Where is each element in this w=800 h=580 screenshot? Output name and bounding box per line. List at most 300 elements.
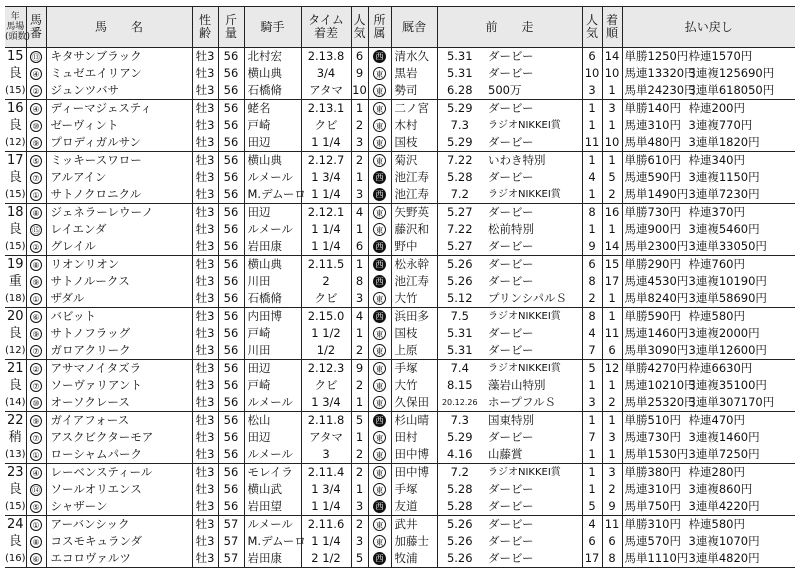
popularity-cell: 2 [351,464,368,482]
popularity-cell: 2 [351,152,368,170]
track-condition-cell: 良 [8,118,22,133]
payout-cell [622,152,795,170]
stable-cell: 松永幹 [391,256,437,274]
previous-finish-cell: 16 [602,204,622,222]
payout-secondary: 3連複10190円 [688,274,767,288]
weight-cell: 56 [218,481,244,498]
year-cell: 20 [5,308,26,326]
affiliation-cell [368,412,391,430]
payout-cell [622,412,795,430]
affiliation-cell [368,377,391,394]
payout-primary: 馬連900円 [624,222,681,236]
jockey-cell: M.デムーロ [244,533,301,550]
year-cell: 22 [5,412,26,430]
time-margin-cell: 1 1/4 [301,134,351,152]
track-condition-cell: 良 [8,482,22,497]
previous-finish-cell: 1 [602,82,622,100]
previous-popularity-cell: 1 [582,412,602,430]
popularity-cell: 10 [351,82,368,100]
horse-name-cell: アスクビクターモア [46,429,192,446]
sex-age-cell: 牡3 [192,82,218,100]
table-row [5,394,795,412]
time-margin-cell: 2.13.8 [301,48,351,66]
payout-primary: 馬単2300円 [624,239,689,253]
previous-popularity-cell: 1 [582,481,602,498]
weight-cell: 56 [218,117,244,134]
previous-race-name-cell: ホープフルＳ [482,394,582,412]
time-margin-cell: 1 1/4 [301,186,351,204]
sex-age-cell: 牡3 [192,498,218,516]
sex-age-cell: 牡3 [192,464,218,482]
previous-popularity-cell: 3 [582,82,602,100]
time-margin-cell: 2.11.4 [301,464,351,482]
time-margin-cell: 2.12.1 [301,204,351,222]
previous-race-date-cell: 5.28 [437,481,482,498]
payout-primary: 馬単1490円 [624,187,689,201]
popularity-cell: 2 [351,342,368,360]
previous-race-name-cell: ダービー [488,49,534,63]
sex-age-cell: 牡3 [192,204,218,222]
horse-number-cell [26,377,46,394]
popularity-cell: 3 [351,186,368,204]
stable-cell: 木村 [391,117,437,134]
affiliation-cell [368,533,391,550]
payout-secondary: 3連単58690円 [688,291,767,305]
previous-race-date-cell: 5.31 [437,325,482,342]
header-previous-popularity: 人 気 [582,7,602,48]
payout-secondary: 3連単7250円 [688,447,760,461]
affiliation-cell [368,325,391,342]
sex-age-cell: 牡3 [192,117,218,134]
horse-number-cell [26,65,46,82]
previous-popularity-cell: 11 [582,134,602,152]
affiliation-cell [368,169,391,186]
stable-cell: 清水久 [391,48,437,66]
payout-secondary: 枠連6630円 [688,361,753,375]
jockey-cell: 川田 [244,342,301,360]
weight-cell: 56 [218,204,244,222]
previous-race-date-cell: 7.3 [437,117,482,134]
payout-secondary: 3連複1070円 [688,534,760,548]
payout-cell [622,204,795,222]
popularity-cell: 1 [351,256,368,274]
time-margin-cell: 2 1/2 [301,550,351,568]
horse-number-badge: ⑤ [30,155,42,167]
payout-secondary: 3連複770円 [688,118,753,132]
affiliation-cell [368,256,391,274]
stable-cell: 池江寿 [391,186,437,204]
previous-popularity-cell: 8 [582,273,602,290]
horse-number-cell [26,256,46,274]
previous-popularity-cell: 1 [582,100,602,118]
jockey-cell: ルメール [244,446,301,464]
previous-popularity-cell: 1 [582,221,602,238]
previous-race-date-cell: 6.28 [437,82,482,100]
previous-popularity-cell: 8 [582,204,602,222]
horse-name-cell: キタサンブラック [46,48,192,66]
header-sex-age: 性 齢 [192,7,218,48]
payout-cell [622,377,795,394]
previous-popularity-cell: 1 [582,186,602,204]
table-row [5,186,795,204]
horse-name-cell: アーバンシック [46,516,192,534]
payout-cell [622,221,795,238]
previous-race-date-cell: 8.15 [437,377,482,394]
payout-cell [622,498,795,516]
previous-finish-cell: 15 [602,256,622,274]
table-row [5,221,795,238]
payout-primary: 単勝730円 [624,205,681,219]
popularity-cell: 6 [351,48,368,66]
horse-number-cell [26,516,46,534]
horse-name-cell: ディーマジェスティ [46,100,192,118]
payout-primary: 単勝310円 [624,517,681,531]
payout-primary: 単勝140円 [624,101,681,115]
previous-race-name-cell: ダービー [488,482,534,496]
payout-primary: 単勝510円 [624,413,681,427]
field-size-cell: (15) [5,498,26,516]
previous-race-date-cell: 7.5 [437,308,482,326]
horse-number-badge: ⑩ [30,120,42,132]
payout-secondary: 3連単33050円 [688,239,767,253]
horse-number-badge: ⑬ [32,52,40,62]
time-margin-cell: アタマ [301,82,351,100]
stable-cell: 大竹 [391,377,437,394]
affiliation-badge: 東 [373,344,386,357]
previous-finish-cell: 14 [602,238,622,256]
sex-age-cell: 牡3 [192,325,218,342]
sex-age-cell: 牡3 [192,412,218,430]
payout-cell [622,238,795,256]
previous-race-name-cell: 藻岩山特別 [488,378,546,392]
previous-popularity-cell: 8 [582,308,602,326]
horse-name-cell: アサマノイタズラ [46,360,192,378]
table-row [5,412,795,430]
horse-number-badge: ⑥ [30,553,42,565]
horse-name-cell: グレイル [46,238,192,256]
stable-cell: 上原 [391,342,437,360]
horse-number-cell [26,325,46,342]
payout-primary: 単勝380円 [624,465,681,479]
header-previous-finish: 着 順 [602,7,622,48]
previous-race-name-cell: ダービー [482,516,582,534]
field-size-cell: (15) [5,186,26,204]
previous-finish-cell: 1 [602,412,622,430]
table-row [5,117,795,134]
payout-primary: 馬連4530円 [624,274,689,288]
affiliation-cell [368,134,391,152]
payout-cell [622,65,795,82]
payout-secondary: 3連単7230円 [688,187,760,201]
payout-secondary: 3連単12600円 [688,343,767,357]
affiliation-badge: 東 [373,206,386,219]
affiliation-badge: 東 [373,102,386,115]
horse-number-cell [26,498,46,516]
horse-name-cell: ミッキースワロー [46,152,192,170]
previous-race-name-cell: 山藤賞 [482,446,582,464]
time-margin-cell: 1 1/4 [301,238,351,256]
previous-race-name-cell: ダービー [482,204,582,222]
horse-name-cell: ミュゼエイリアン [46,65,192,82]
header-weight: 斤 量 [218,7,244,48]
affiliation-badge: 西 [373,50,386,63]
results-table [5,6,795,568]
horse-name-cell: ザダル [46,290,192,308]
stable-cell: 池江寿 [391,169,437,186]
affiliation-badge: 西 [373,171,386,184]
affiliation-cell [368,238,391,256]
track-condition-cell: 重 [8,274,22,289]
jockey-cell: ルメール [244,394,301,412]
stable-cell: 池江寿 [391,273,437,290]
popularity-cell: 2 [351,117,368,134]
horse-number-cell [26,186,46,204]
horse-number-cell [26,394,46,412]
affiliation-badge: 東 [373,535,386,548]
affiliation-badge: 東 [373,154,386,167]
stable-cell: 田村 [391,429,437,446]
previous-race-date-cell: 5.29 [437,100,482,118]
previous-popularity-cell: 9 [582,238,602,256]
payout-primary: 馬連590円 [624,170,681,184]
horse-name-cell: コスモキュランダ [46,533,192,550]
horse-number-badge: ⑨ [30,415,42,427]
horse-number-cell [26,221,46,238]
year-cell: 17 [5,152,26,170]
horse-number-badge: ④ [30,467,42,479]
previous-popularity-cell: 7 [582,342,602,360]
time-margin-cell: 2.13.1 [301,100,351,118]
stable-cell: 矢野英 [391,204,437,222]
affiliation-cell [368,342,391,360]
previous-race-date-cell: 5.27 [437,238,482,256]
horse-number-badge: ⑧ [30,207,42,219]
payout-cell [622,394,795,412]
previous-popularity-cell: 4 [582,325,602,342]
stable-cell: 田中博 [391,464,437,482]
popularity-cell: 1 [351,100,368,118]
sex-age-cell: 牡3 [192,256,218,274]
payout-secondary: 3連複2000円 [688,326,760,340]
table-row [5,360,795,378]
payout-secondary: 3連単4820円 [688,551,760,565]
popularity-cell: 3 [351,290,368,308]
horse-name-cell: シャザーン [46,498,192,516]
previous-race-name-cell: ダービー [482,134,582,152]
previous-race-name-cell: ラジオNIKKEI賞 [482,464,582,482]
previous-race-name-cell: ダービー [482,256,582,274]
payout-secondary: 枠連760円 [688,257,745,271]
field-size-cell: (12) [5,134,26,152]
weight-cell: 56 [218,429,244,446]
sex-age-cell: 牡3 [192,550,218,568]
affiliation-cell [368,290,391,308]
affiliation-cell [368,82,391,100]
previous-finish-cell: 10 [602,134,622,152]
previous-race-date-cell: 7.2 [437,464,482,482]
horse-name-cell: ローシャムパーク [46,446,192,464]
previous-race-date-cell: 5.26 [437,516,482,534]
previous-race-date-cell: 5.29 [437,429,482,446]
horse-number-cell [26,290,46,308]
payout-secondary: 3連単307170円 [688,395,775,409]
horse-name-cell: ガイアフォース [46,412,192,430]
time-margin-cell: 2.15.0 [301,308,351,326]
header-year-track-count: 年 馬場 (頭数) [5,7,26,48]
popularity-cell: 2 [351,446,368,464]
previous-race-name-cell: ラジオNIKKEI賞 [488,120,561,131]
payout-primary: 馬連310円 [624,118,681,132]
weight-cell: 56 [218,221,244,238]
horse-number-badge: ⑥ [30,311,42,323]
payout-primary: 馬連570円 [624,534,681,548]
previous-popularity-cell: 5 [582,498,602,516]
payout-primary: 馬単3090円 [624,343,689,357]
popularity-cell: 3 [351,498,368,516]
field-size-cell: (16) [5,550,26,568]
horse-number-badge: ⑮ [32,225,40,235]
horse-number-badge: ② [30,363,42,375]
affiliation-cell [368,152,391,170]
jockey-cell: 蛯名 [244,100,301,118]
jockey-cell: 田辺 [244,360,301,378]
jockey-cell: 戸崎 [244,117,301,134]
previous-finish-cell: 1 [602,377,622,394]
payout-secondary: 3連複125690円 [688,66,775,80]
horse-number-cell [26,238,46,256]
time-margin-cell: 1/2 [301,342,351,360]
payout-cell [622,360,795,378]
affiliation-badge: 西 [373,552,386,565]
previous-race-name-cell: ダービー [482,498,582,516]
payout-cell [622,446,795,464]
track-condition-cell: 良 [8,326,22,341]
weight-cell: 56 [218,152,244,170]
previous-finish-cell: 5 [602,169,622,186]
sex-age-cell: 牡3 [192,290,218,308]
previous-popularity-cell: 17 [582,550,602,568]
payout-cell [622,82,795,100]
popularity-cell: 5 [351,412,368,430]
affiliation-badge: 東 [373,119,386,132]
time-margin-cell: 1 3/4 [301,481,351,498]
affiliation-cell [368,429,391,446]
affiliation-badge: 東 [373,466,386,479]
sex-age-cell: 牡3 [192,360,218,378]
year-cell: 23 [5,464,26,482]
stable-cell: 菊沢 [391,152,437,170]
field-size-cell: (12) [5,342,26,360]
table-body [5,48,795,568]
jockey-cell: モレイラ [244,464,301,482]
weight-cell: 56 [218,65,244,82]
weight-cell: 56 [218,412,244,430]
payout-primary: 馬単480円 [624,135,681,149]
jockey-cell: 石橋脩 [244,82,301,100]
affiliation-cell [368,481,391,498]
jockey-cell: 横山武 [244,481,301,498]
previous-race-date-cell: 7.22 [437,152,482,170]
time-margin-cell: 1 3/4 [301,169,351,186]
jockey-cell: M.デムーロ [244,186,301,204]
time-margin-cell: 1 3/4 [301,394,351,412]
affiliation-cell [368,48,391,66]
sex-age-cell: 牡3 [192,394,218,412]
horse-number-badge: ④ [30,68,42,80]
affiliation-badge: 西 [373,240,386,253]
payout-primary: 馬連1460円 [624,326,689,340]
horse-name-cell: サトノルークス [46,273,192,290]
payout-primary: 馬単25320円 [624,395,696,409]
payout-cell [622,48,795,66]
previous-finish-cell: 6 [602,533,622,550]
previous-race-name-cell: ラジオNIKKEI賞 [482,360,582,378]
previous-race-date-cell: 5.26 [437,550,482,568]
previous-race-name-cell: ダービー [488,274,534,288]
payout-primary: 単勝290円 [624,257,681,271]
jockey-cell: ルメール [244,221,301,238]
affiliation-badge: 西 [373,500,386,513]
table-row [5,498,795,516]
sex-age-cell: 牡3 [192,238,218,256]
jockey-cell: 戸崎 [244,325,301,342]
field-size-cell: (15) [5,82,26,100]
affiliation-badge: 東 [373,362,386,375]
stable-cell: 田中博 [391,446,437,464]
header-horse-name: 馬 名 [46,7,192,48]
previous-race-date-cell: 5.27 [437,204,482,222]
horse-number-cell [26,464,46,482]
results-table-wrapper [5,6,795,568]
popularity-cell: 1 [351,221,368,238]
table-row [5,100,795,118]
weight-cell: 56 [218,308,244,326]
weight-cell: 56 [218,325,244,342]
previous-finish-cell: 2 [602,481,622,498]
payout-cell [622,117,795,134]
weight-cell: 56 [218,464,244,482]
previous-popularity-cell: 7 [582,429,602,446]
weight-cell: 56 [218,377,244,394]
previous-race-name-cell: ダービー [482,238,582,256]
payout-cell [622,481,795,498]
previous-race-date-cell: 5.31 [437,342,482,360]
stable-cell: 国枝 [391,134,437,152]
previous-race-name-cell: ダービー [482,100,582,118]
weight-cell: 56 [218,360,244,378]
weight-cell: 56 [218,82,244,100]
header-payout: 払い戻し [622,7,795,48]
weight-cell: 56 [218,256,244,274]
previous-finish-cell: 8 [602,550,622,568]
previous-popularity-cell: 1 [582,446,602,464]
horse-name-cell: リオンリオン [46,256,192,274]
payout-secondary: 枠連370円 [688,205,745,219]
affiliation-cell [368,550,391,568]
previous-finish-cell: 1 [602,446,622,464]
sex-age-cell: 牡3 [192,533,218,550]
previous-race-name-cell: ダービー [488,326,534,340]
previous-popularity-cell: 6 [582,48,602,66]
horse-number-badge: ⑦ [30,345,42,357]
previous-race-name-cell: ラジオNIKKEI賞 [482,308,582,326]
payout-primary: 馬単1110円 [624,551,689,565]
affiliation-badge: 東 [373,379,386,392]
payout-secondary: 枠連1570円 [688,49,753,63]
horse-number-cell [26,342,46,360]
table-row [5,256,795,274]
horse-number-badge: ⑦ [30,172,42,184]
